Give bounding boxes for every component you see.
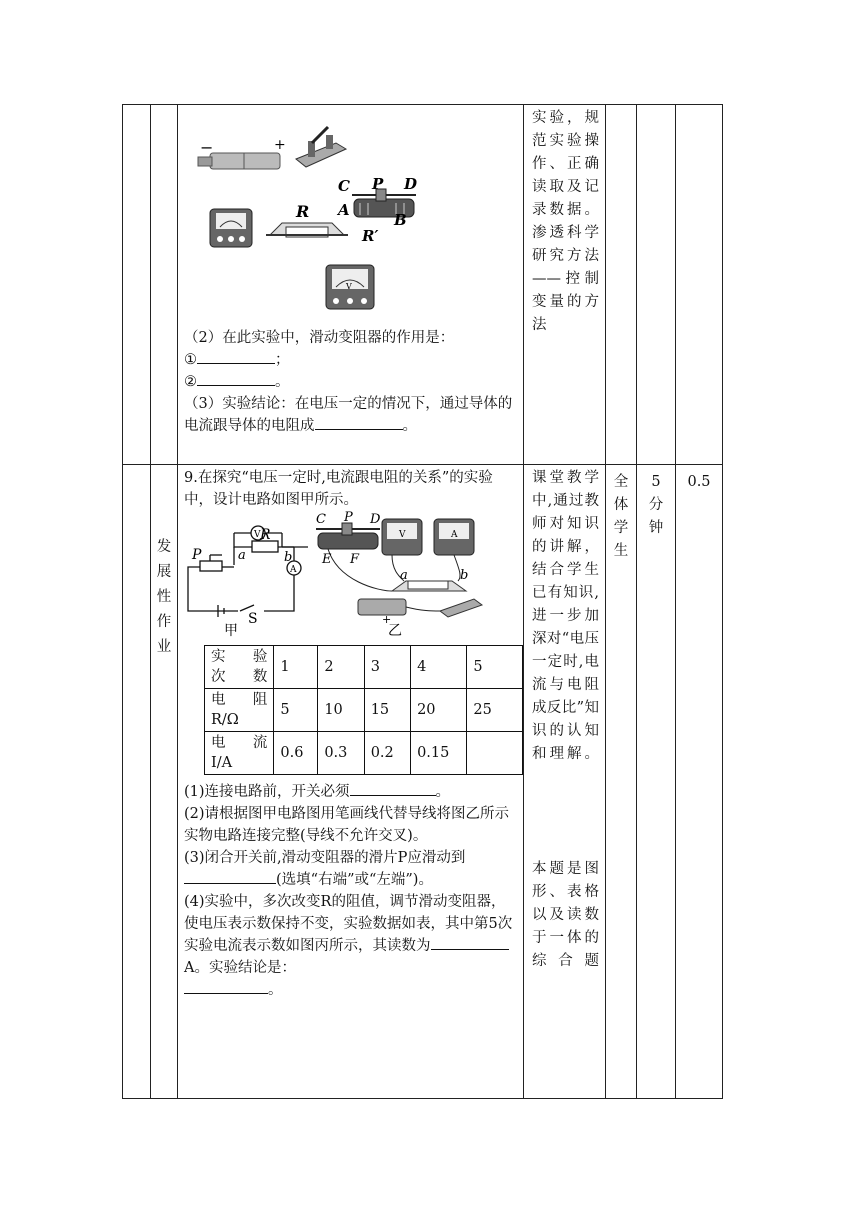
- blank-item2-b[interactable]: [197, 371, 275, 386]
- table-cell: [467, 732, 523, 775]
- target-char: 全: [613, 474, 629, 490]
- yi-P-label: P: [344, 511, 353, 525]
- design-intent-bottom: [524, 465, 606, 1099]
- empty-cell: [637, 105, 676, 465]
- label-D: D: [404, 175, 418, 193]
- question-1: (1)连接电路前，开关必须: [184, 784, 350, 800]
- table-row: [205, 689, 523, 732]
- caption-yi: 乙: [388, 623, 402, 639]
- empty-cell: [151, 105, 178, 465]
- empty-cell: [123, 105, 151, 465]
- yi-F-label: F: [350, 552, 360, 567]
- item2-label: （2）在此实验中，滑动变阻器的作用是：: [184, 330, 455, 346]
- label-B: B: [394, 211, 407, 229]
- time-cell: [637, 465, 676, 1099]
- question-3: (3)闭合开关前,滑动变阻器的滑片P应滑动到: [184, 850, 466, 866]
- voltmeter-V-label: V: [346, 282, 352, 291]
- yi-D-label: D: [370, 512, 381, 527]
- diagram-S-label: S: [248, 611, 258, 627]
- category-char: 展: [156, 564, 172, 580]
- label-A: A: [338, 201, 350, 219]
- data-table: [204, 645, 523, 775]
- table-cell: 0.3: [318, 732, 364, 775]
- item3-label: （3）实验结论：在电压一定的情况下，通过导体的电流跟导体的电阻成: [184, 396, 513, 434]
- label-P: P: [372, 175, 384, 193]
- table-row: [205, 646, 523, 689]
- category-char: 作: [156, 614, 172, 630]
- blank-q4-conclusion[interactable]: [184, 979, 268, 994]
- switch-icon: [296, 127, 346, 167]
- battery-plus-label: +: [274, 137, 286, 153]
- table-cell: 5: [467, 646, 523, 689]
- time-char: 5: [651, 474, 661, 490]
- voltmeter-icon: [326, 265, 374, 309]
- yi-V-label: V: [399, 530, 406, 540]
- blank-q1[interactable]: [350, 781, 436, 796]
- yi-b-label: b: [460, 568, 469, 583]
- category-char: 性: [156, 589, 172, 605]
- table-cell: 0.15: [411, 732, 467, 775]
- label-R-prime: R′: [362, 227, 379, 245]
- blank-item2-a[interactable]: [197, 349, 275, 364]
- item2-b: ②: [184, 374, 197, 390]
- blank-q4-reading[interactable]: [431, 935, 509, 950]
- question-4-end: 。: [268, 982, 283, 998]
- question-cell-bottom: [178, 465, 524, 1099]
- yi-a-label: a: [400, 568, 408, 583]
- question-cell-top: [178, 105, 524, 465]
- table-cell: 25: [467, 689, 523, 732]
- blank-item3[interactable]: [315, 415, 403, 430]
- battery-minus-label: −: [200, 138, 214, 157]
- target-cell: [606, 465, 637, 1099]
- empty-cell: [606, 105, 637, 465]
- circuit-figure: [178, 511, 518, 639]
- question-intro: 9.在探究“电压一定时,电流跟电阻的关系”的实验中，设计电路如图甲所示。: [184, 470, 493, 508]
- category-cell: [151, 465, 178, 1099]
- design-intent-top: 实验，规范实验操作、正确读取及记录数据。渗透科学研究方法——控制变量的方法: [524, 105, 606, 465]
- question-2: (2)请根据图甲电路图用笔画线代替导线将图乙所示实物电路连接完整(导线不允许交叉)。: [184, 806, 510, 844]
- diagram-b-label: b: [284, 550, 293, 565]
- question-1-end: 。: [435, 784, 451, 800]
- table-cell: 0.2: [364, 732, 410, 775]
- row-header: 电 流I/A: [205, 732, 274, 775]
- target-char: 生: [613, 543, 629, 559]
- yi-A-label: A: [451, 530, 458, 540]
- diagram-V-label: V: [254, 530, 261, 540]
- table-cell: 5: [274, 689, 318, 732]
- yi-E-label: E: [322, 552, 332, 567]
- table-cell: 20: [411, 689, 467, 732]
- score-cell: 0.5: [676, 465, 723, 1099]
- design-intent-2: 本题是图形、表格以及读数于一体的综合题: [532, 861, 599, 969]
- table-cell: 1: [274, 646, 318, 689]
- yi-plus-label: +: [382, 613, 392, 626]
- row-header: 电 阻R/Ω: [205, 689, 274, 732]
- item2-b-end: 。: [275, 374, 290, 390]
- target-char: 学: [613, 520, 629, 536]
- table-cell: 2: [318, 646, 364, 689]
- lesson-table: [122, 104, 723, 1099]
- time-char: 分: [648, 497, 664, 513]
- label-R: R: [296, 202, 310, 221]
- table-cell: 10: [318, 689, 364, 732]
- table-cell: 4: [411, 646, 467, 689]
- item3-end: 。: [402, 418, 417, 434]
- question-3-end: (选填“右端”或“左端”)。: [276, 872, 433, 888]
- target-char: 体: [613, 497, 629, 513]
- category-char: 发: [156, 539, 172, 555]
- row-header: 实 验次数: [205, 646, 274, 689]
- resistor-icon: [266, 223, 348, 237]
- caption-jia: 甲: [224, 623, 238, 639]
- table-cell: 3: [364, 646, 410, 689]
- yi-C-label: C: [316, 512, 326, 527]
- question-4: (4)实验中，多次改变R的阻值，调节滑动变阻器，使电压表示数保持不变，实验数据如表，其中第5次实验电流表示数如图丙所示，其读数为: [184, 894, 513, 954]
- label-C: C: [338, 177, 350, 195]
- question-4-mid: A。实验结论是：: [184, 960, 296, 976]
- time-char: 钟: [648, 520, 664, 536]
- diagram-A-label: A: [290, 565, 297, 575]
- table-row: [205, 732, 523, 775]
- design-intent-1: 课堂教学中,通过教师对知识的讲解，结合学生已有知识,进一步加深对“电压一定时,电流与电阻成反比”知识的认知和理解。: [532, 470, 599, 762]
- apparatus-figure: [178, 105, 518, 327]
- diagram-R-label: R: [260, 527, 271, 543]
- diagram-P-label: P: [192, 547, 202, 563]
- category-char: 业: [156, 639, 172, 655]
- diagram-a-label: a: [238, 548, 246, 563]
- empty-cell: [123, 465, 151, 1099]
- table-cell: 15: [364, 689, 410, 732]
- table-cell: 0.6: [274, 732, 318, 775]
- empty-cell: [676, 105, 723, 465]
- item2-a-end: ；: [275, 352, 290, 368]
- item2-a: ①: [184, 352, 197, 368]
- blank-q3[interactable]: [184, 869, 276, 884]
- ammeter-icon: [210, 209, 252, 247]
